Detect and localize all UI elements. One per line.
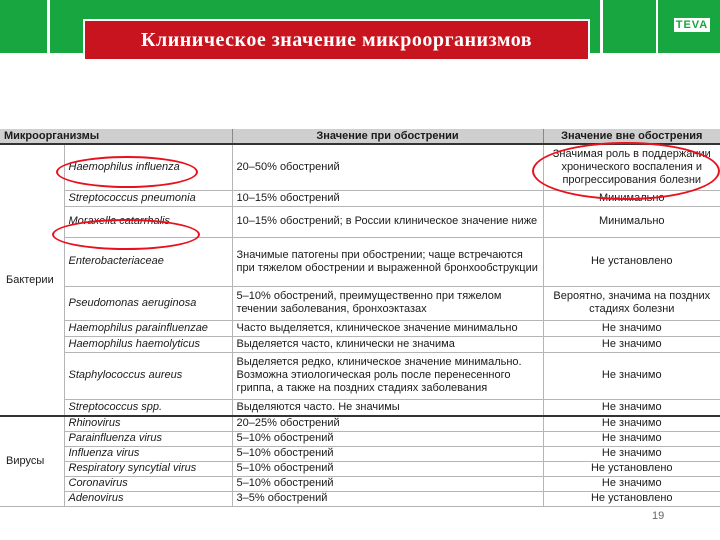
organism-cell: Coronavirus (64, 476, 232, 491)
slide-title-box (83, 19, 590, 61)
organism-cell: Staphylococcus aureus (64, 352, 232, 399)
acute-cell: 20–25% обострений (232, 416, 543, 431)
outside-cell: Значимая роль в поддержании хронического воспаления и прогрессирования болезни (543, 144, 720, 190)
table-row (0, 446, 720, 461)
column-header: Значение вне обострения (543, 129, 720, 144)
acute-cell: Выделяется редко, клиническое значение минимально. Возможна этиологическая роль после перенесенного гриппа, а также на поздних стадиях заболевания (232, 352, 543, 399)
outside-cell: Не значимо (543, 320, 720, 336)
acute-cell: 3–5% обострений (232, 491, 543, 506)
outside-cell: Не значимо (543, 446, 720, 461)
group-label-bacteria: Бактерии (0, 144, 64, 416)
outside-cell: Не значимо (543, 336, 720, 352)
outside-cell: Не установлено (543, 237, 720, 286)
brand-logo: TEVA (675, 19, 709, 31)
outside-cell: Минимально (543, 190, 720, 206)
organism-cell: Respiratory syncytial virus (64, 461, 232, 476)
header-stripe (656, 0, 658, 53)
header-stripe (600, 0, 603, 53)
table-row (0, 416, 720, 431)
column-header: Микроорганизмы (0, 129, 232, 144)
outside-cell: Минимально (543, 206, 720, 237)
outside-cell: Не значимо (543, 352, 720, 399)
acute-cell: 5–10% обострений, преимущественно при тяжелом течении заболевания, бронхоэктазах (232, 286, 543, 320)
table-row (0, 237, 720, 286)
acute-cell: Часто выделяется, клиническое значение минимально (232, 320, 543, 336)
outside-cell: Не значимо (543, 476, 720, 491)
column-header: Значение при обострении (232, 129, 543, 144)
header-stripe (47, 0, 50, 53)
outside-cell: Не установлено (543, 461, 720, 476)
organism-cell: Haemophilus influenza (64, 144, 232, 190)
group-label-viruses: Вирусы (0, 416, 64, 506)
outside-cell: Не значимо (543, 431, 720, 446)
page-number: 19 (652, 510, 665, 522)
outside-cell: Вероятно, значима на поздних стадиях болезни (543, 286, 720, 320)
table-row (0, 476, 720, 491)
table-header-row (0, 129, 720, 144)
acute-cell: 10–15% обострений (232, 190, 543, 206)
organism-cell: Haemophilus haemolyticus (64, 336, 232, 352)
table-row (0, 320, 720, 336)
organism-cell: Streptococcus spp. (64, 399, 232, 416)
organism-cell: Enterobacteriaceae (64, 237, 232, 286)
organism-cell: Adenovirus (64, 491, 232, 506)
organism-cell: Haemophilus parainfluenzae (64, 320, 232, 336)
table-row (0, 461, 720, 476)
organism-cell: Rhinovirus (64, 416, 232, 431)
outside-cell: Не значимо (543, 416, 720, 431)
acute-cell: 10–15% обострений; в России клиническое значение ниже (232, 206, 543, 237)
organism-cell: Moraxella catarrhalis (64, 206, 232, 237)
acute-cell: 20–50% обострений (232, 144, 543, 190)
acute-cell: 5–10% обострений (232, 461, 543, 476)
slide-title: Клиническое значение микроорганизмов (140, 28, 532, 51)
microorganisms-table (0, 129, 720, 507)
acute-cell: Значимые патогены при обострении; чаще встречаются при тяжелом обострении и выраженной бронхообструкции (232, 237, 543, 286)
acute-cell: 5–10% обострений (232, 431, 543, 446)
table-row (0, 431, 720, 446)
table-row (0, 352, 720, 399)
outside-cell: Не установлено (543, 491, 720, 506)
acute-cell: 5–10% обострений (232, 476, 543, 491)
table-row (0, 336, 720, 352)
organism-cell: Pseudomonas aeruginosa (64, 286, 232, 320)
table-row (0, 399, 720, 416)
table-row (0, 286, 720, 320)
table-row (0, 190, 720, 206)
organism-cell: Streptococcus pneumonia (64, 190, 232, 206)
organism-cell: Parainfluenza virus (64, 431, 232, 446)
table-row (0, 206, 720, 237)
acute-cell: Выделяются часто. Не значимы (232, 399, 543, 416)
outside-cell: Не значимо (543, 399, 720, 416)
table-row (0, 144, 720, 190)
acute-cell: Выделяется часто, клинически не значима (232, 336, 543, 352)
acute-cell: 5–10% обострений (232, 446, 543, 461)
table-row (0, 491, 720, 506)
organism-cell: Influenza virus (64, 446, 232, 461)
